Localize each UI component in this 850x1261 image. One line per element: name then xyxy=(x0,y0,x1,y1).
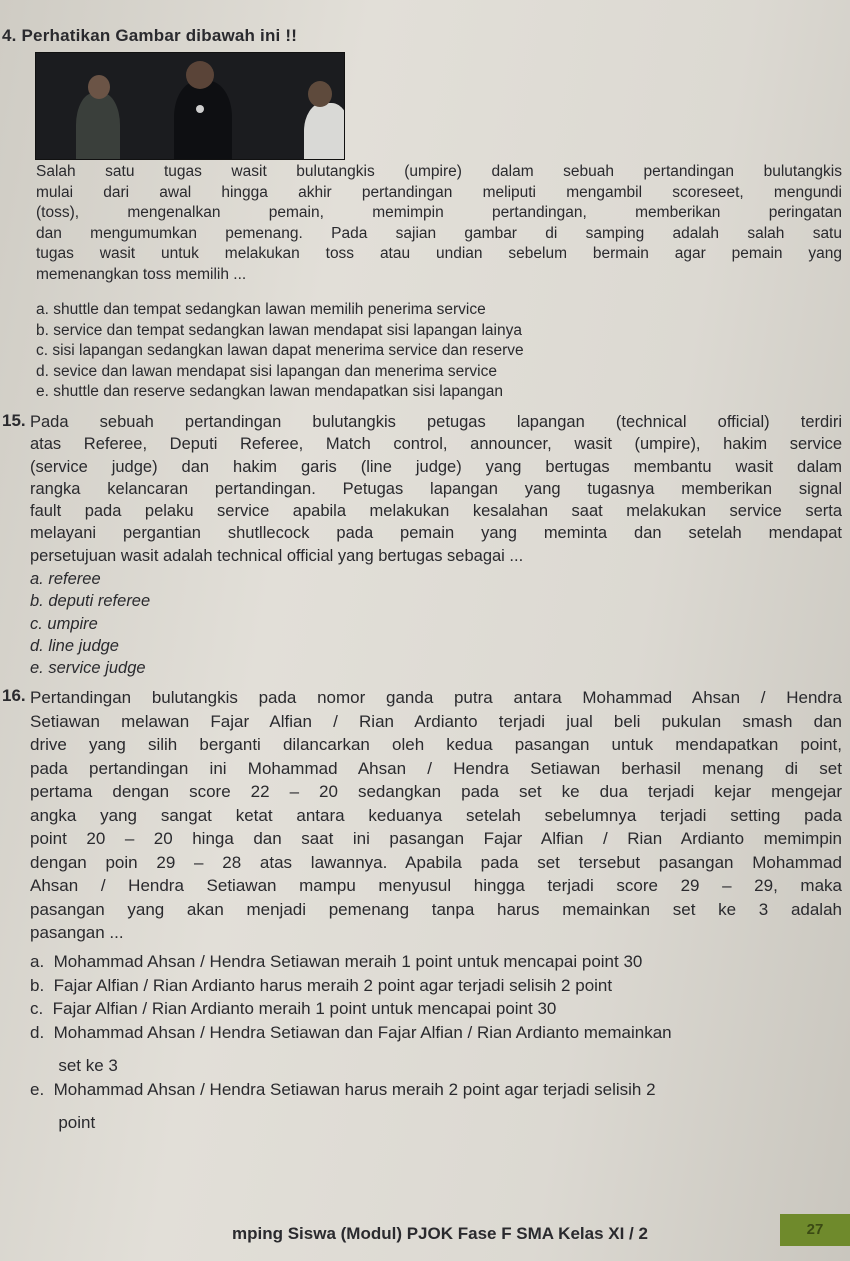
photo-player-right-head xyxy=(308,81,332,107)
q14-line: Salah satu tugas wasit bulutangkis (umpire) dalam sebuah pertandingan bulutangkis xyxy=(36,163,842,180)
q14-option-a[interactable]: a. shuttle dan tempat sedangkan lawan memilih penerima service xyxy=(36,301,486,318)
question-16-body xyxy=(30,686,842,945)
q14-line: dan mengumumkan pemenang. Pada sajian gambar di samping adalah salah satu xyxy=(36,224,842,242)
q15-line: fault pada pelaku service apabila melakukan kesalahan saat melakukan service serta xyxy=(30,502,842,521)
q16-option-d-cont: set ke 3 xyxy=(30,1056,118,1075)
referee-toss-photo xyxy=(35,52,345,160)
photo-umpire-badge xyxy=(196,105,204,113)
q15-line: melayani pergantian shutllecock pada pemain yang meminta dan setelah mendapat xyxy=(30,524,842,543)
photo-player-right xyxy=(304,103,345,160)
footer-module-title: mping Siswa (Modul) PJOK Fase F SMA Kelas XI / 2 xyxy=(232,1224,648,1243)
photo-player-left xyxy=(76,93,120,160)
question-16-options xyxy=(30,950,842,1135)
q16-line: pasangan ... xyxy=(30,923,124,942)
q15-line: (service judge) dan hakim garis (line judge) yang bertugas membantu wasit dalam xyxy=(30,457,842,476)
q16-line: Pertandingan bulutangkis pada nomor ganda putra antara Mohammad Ahsan / Hendra xyxy=(30,688,842,707)
q14-line: mulai dari awal hingga akhir pertandingan meliputi mengambil scoreseet, mengundi xyxy=(36,183,842,201)
q16-option-e-cont: point xyxy=(30,1113,96,1132)
q16-line: Ahsan / Hendra Setiawan mampu menyusul hingga terjadi score 29 – 29, maka xyxy=(30,876,842,895)
q15-option-c[interactable]: c. umpire xyxy=(30,614,98,633)
q14-option-d[interactable]: d. sevice dan lawan mendapat sisi lapangan dan menerima service xyxy=(36,362,497,380)
q14-line: memenangkan toss memilih ... xyxy=(36,265,247,283)
q14-option-e[interactable]: e. shuttle dan reserve sedangkan lawan mendapatkan sisi lapangan xyxy=(36,383,504,400)
question-14-title: 4. Perhatikan Gambar dibawah ini !! xyxy=(2,26,298,45)
q16-option-d[interactable]: d. Mohammad Ahsan / Hendra Setiawan dan Fajar Alfian / Rian Ardianto memainkan xyxy=(30,1022,672,1042)
q16-line: pertama dengan score 22 – 20 sedangkan pada set ke dua terjadi kejar mengejar xyxy=(30,782,842,801)
q15-line: persetujuan wasit adalah technical official yang bertugas sebagai ... xyxy=(30,546,524,565)
q16-option-b[interactable]: b. Fajar Alfian / Rian Ardianto harus meraih 2 point agar terjadi selisih 2 point xyxy=(30,975,613,995)
q14-option-b[interactable]: b. service dan tempat sedangkan lawan mendapat sisi lapangan lainya xyxy=(36,321,522,339)
q15-option-d[interactable]: d. line judge xyxy=(30,636,119,655)
question-15-options xyxy=(30,568,842,679)
question-14-body xyxy=(36,162,842,285)
q16-line: dengan poin 29 – 28 atas lawannya. Apabila pada set tersebut pasangan Mohammad xyxy=(30,852,842,872)
question-15-number: 15. xyxy=(2,411,26,430)
q15-line: atas Referee, Deputi Referee, Match control, announcer, wasit (umpire), hakim service xyxy=(30,435,842,454)
q16-line: Setiawan melawan Fajar Alfian / Rian Ardianto terjadi jual beli pukulan smash dan xyxy=(30,711,842,731)
q16-option-a[interactable]: a. Mohammad Ahsan / Hendra Setiawan meraih 1 point untuk mencapai point 30 xyxy=(30,952,643,971)
q14-option-c[interactable]: c. sisi lapangan sedangkan lawan dapat menerima service dan reserve xyxy=(36,342,524,359)
q16-line: pasangan yang akan menjadi pemenang tanpa harus memainkan set ke 3 adalah xyxy=(30,899,842,919)
photo-player-left-head xyxy=(88,75,110,99)
photo-umpire xyxy=(174,81,232,160)
q15-line: rangka kelancaran pertandingan. Petugas lapangan yang tugasnya memberikan signal xyxy=(30,479,842,498)
q16-line: drive yang silih berganti dilancarkan oleh kedua pasangan untuk mendapatkan point, xyxy=(30,735,842,754)
q15-option-b[interactable]: b. deputi referee xyxy=(30,592,151,611)
q14-line: (toss), mengenalkan pemain, memimpin pertandingan, memberikan peringatan xyxy=(36,204,842,221)
question-16-number: 16. xyxy=(2,686,26,705)
q15-option-a[interactable]: a. referee xyxy=(30,570,101,588)
q16-line: point 20 – 20 hinga dan saat ini pasangan Fajar Alfian / Rian Ardianto memimpin xyxy=(30,829,842,848)
q15-line: Pada sebuah pertandingan bulutangkis petugas lapangan (technical official) terdiri xyxy=(30,413,842,431)
q15-option-e[interactable]: e. service judge xyxy=(30,659,146,678)
q14-line: tugas wasit untuk melakukan toss atau undian sebelum bermain agar pemain yang xyxy=(36,245,842,262)
q16-line: pada pertandingan ini Mohammad Ahsan / Hendra Setiawan berhasil menang di set xyxy=(30,758,842,778)
question-15-body xyxy=(30,411,842,567)
photo-umpire-head xyxy=(186,61,214,89)
q16-option-e[interactable]: e. Mohammad Ahsan / Hendra Setiawan harus meraih 2 point agar terjadi selisih 2 xyxy=(30,1079,656,1099)
q16-option-c[interactable]: c. Fajar Alfian / Rian Ardianto meraih 1 point untuk mencapai point 30 xyxy=(30,999,557,1018)
page-number-badge: 27 xyxy=(780,1214,850,1246)
q16-line: angka yang sangat ketat antara keduanya setelah sebelumnya terjadi setting pada xyxy=(30,805,842,825)
question-14-options xyxy=(36,286,842,403)
